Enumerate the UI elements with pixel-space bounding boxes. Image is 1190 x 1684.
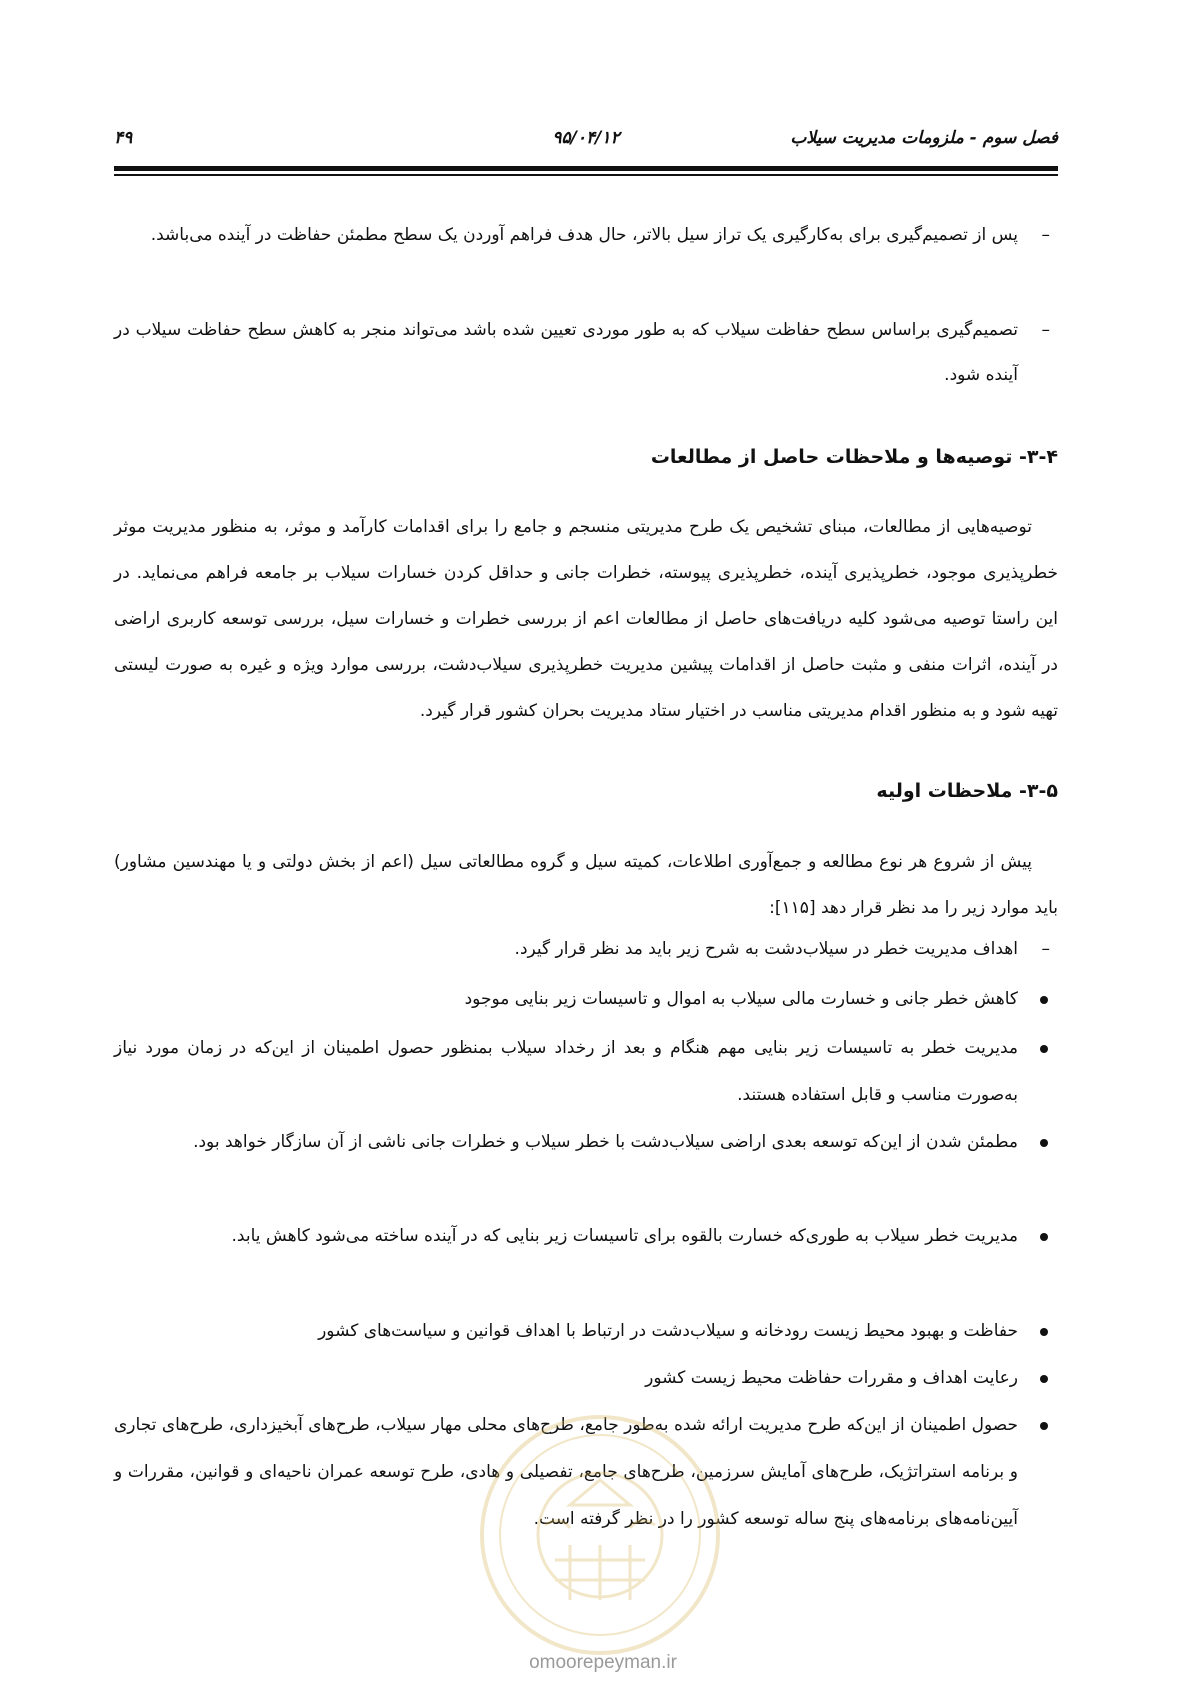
bullet-dot: [1040, 1139, 1048, 1147]
dash-marker: –: [1041, 225, 1050, 245]
header-rule-thin: [114, 174, 1058, 176]
section-heading: ۳-۵- ملاحظات اولیه: [876, 780, 1058, 802]
dash-list-item: [300, 927, 1058, 972]
bullet-item: [114, 976, 1058, 1023]
header-rule-thick: [114, 166, 1058, 171]
running-header: [114, 128, 1058, 158]
bullet-dot: [1040, 996, 1048, 1004]
bullet-dot: [1040, 1375, 1048, 1383]
section-paragraph: پیش از شروع هر نوع مطالعه و جمع‌آوری اطلاعات، کمیته سیل و گروه مطالعاتی سیل (اعم از بخش دولتی و یا مهندسین مشاور) باید موارد زیر را مد نظر قرار دهد [۱۱۵]:: [114, 852, 1058, 918]
dash-list-item: [114, 308, 1058, 398]
bullet-text: رعایت اهداف و مقررات حفاظت محیط زیست کشور: [645, 1368, 1018, 1388]
bullet-dot: [1040, 1422, 1048, 1430]
bullet-item: [114, 1119, 1058, 1166]
dash-item-text: پس از تصمیم‌گیری برای به‌کارگیری یک تراز سیل بالاتر، حال هدف فراهم آوردن یک سطح مطمئن حفاظت در آینده می‌باشد.: [150, 225, 1018, 245]
bullet-text: کاهش خطر جانی و خسارت مالی سیلاب به اموال و تاسیسات زیر بنایی موجود: [464, 989, 1018, 1009]
bullet-text: مدیریت خطر سیلاب به طوری‌که خسارت بالقوه برای تاسیسات زیر بنایی که در آینده ساخته می‌شود کاهش یابد.: [231, 1226, 1018, 1246]
bullet-item: [114, 1213, 1058, 1260]
bullet-dot: [1040, 1328, 1048, 1336]
bullet-dot: [1040, 1233, 1048, 1241]
bullet-text: مدیریت خطر به تاسیسات زیر بنایی مهم هنگام و بعد از رخداد سیلاب بمنظور حصول اطمینان از این‌که در زمان مورد نیاز به‌صورت مناسب و قابل استفاده هستند.: [114, 1038, 1018, 1105]
bullet-text: مطمئن شدن از این‌که توسعه بعدی اراضی سیلاب‌دشت با خطر سیلاب و خطرات جانی ناشی از آن سازگار خواهد بود.: [193, 1132, 1018, 1152]
dash-item-text: اهداف مدیریت خطر در سیلاب‌دشت به شرح زیر باید مد نظر قرار گیرد.: [514, 939, 1018, 959]
dash-item-text: تصمیم‌گیری براساس سطح حفاظت سیلاب که به طور موردی تعیین شده باشد می‌تواند منجر به کاهش سطح حفاظت سیلاب در آینده شود.: [114, 320, 1018, 385]
bullet-text: حفاظت و بهبود محیط زیست رودخانه و سیلاب‌دشت در ارتباط با اهداف قوانین و سیاست‌های کشور: [318, 1321, 1018, 1341]
dash-list-item: [114, 213, 1058, 258]
header-date: ۹۵/۰۴/۱۲: [552, 128, 620, 148]
bullet-text: حصول اطمینان از این‌که طرح مدیریت ارائه شده به‌طور جامع، طرح‌های محلی مهار سیلاب، طرح‌های آبخیزداری، طرح‌های تجاری و برنامه استراتژیک، طرح‌های آمایش سرزمین، طرح‌های جامع، تفصیلی و هادی، طرح توسعه عمران ناحیه‌ای و قوانین، مقررات و آیین‌نامه‌های برنامه‌های پنج ساله توسعه کشور را در نظر گرفته است.: [114, 1415, 1018, 1529]
dash-marker: –: [1041, 939, 1050, 959]
bullet-item: [114, 1308, 1058, 1355]
chapter-title: فصل سوم - ملزومات مدیریت سیلاب: [790, 128, 1058, 148]
page-number: ۴۹: [114, 128, 133, 148]
watermark-url: omoorepeyman.ir: [529, 1652, 677, 1673]
bullet-dot: [1040, 1045, 1048, 1053]
bullet-item: [114, 1402, 1058, 1543]
bullet-item: [114, 1025, 1058, 1119]
section-heading: ۳-۴- توصیه‌ها و ملاحظات حاصل از مطالعات: [650, 446, 1058, 468]
bullet-item: [114, 1355, 1058, 1402]
section-paragraph: توصیه‌هایی از مطالعات، مبنای تشخیص یک طرح مدیریتی منسجم و جامع را برای اقدامات کارآمد و موثر، به منظور مدیریت موثر خطرپذیری موجود، خطرپذیری آینده، خطرپذیری پیوسته، خطرات جانی و حداقل کردن خسارات سیلاب بر جامعه فراهم می‌نماید. در این راستا توصیه می‌شود کلیه دریافت‌های حاصل از مطالعات اعم از بررسی خطرات و خسارات سیل، بررسی توسعه کاربری اراضی در آینده، اثرات منفی و مثبت حاصل از اقدامات پیشین مدیریت خطرپذیری سیلاب‌دشت، بررسی موارد ویژه و غیره به صورت لیستی تهیه شود و به منظور اقدام مدیریتی مناسب در اختیار ستاد مدیریت بحران کشور قرار گیرد.: [114, 517, 1058, 721]
dash-marker: –: [1041, 320, 1050, 340]
